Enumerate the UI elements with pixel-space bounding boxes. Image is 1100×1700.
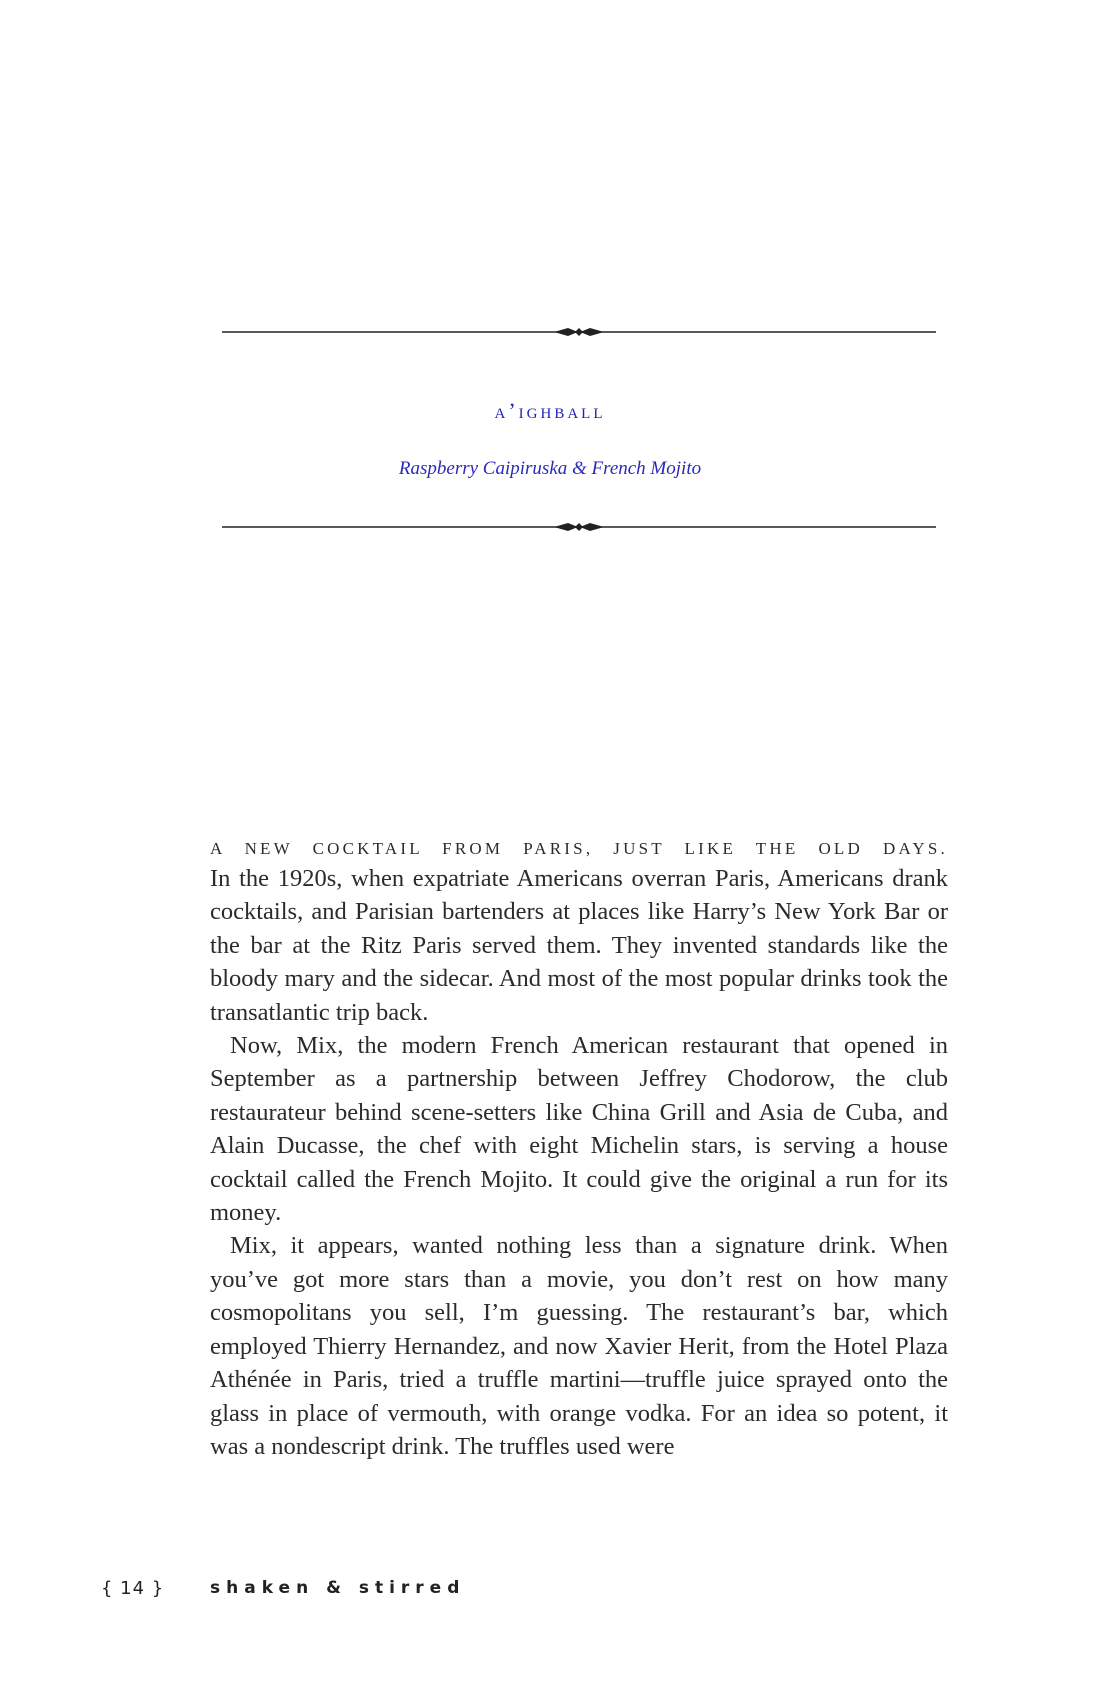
ornament-rule-bottom xyxy=(222,517,936,537)
paragraph: Mix, it appears, wanted nothing less than a signature drink. When you’ve got more stars than a movie, you don’t rest on how many cosmopolitans you sell, I’m guessing. The restaurant’s bar, which employed Thierry Hernandez, and now Xavier Herit, from the Hotel Plaza Athénée in Paris, tried a truffle martini—truffle juice sprayed onto the glass in place of vermouth, with orange vodka. For an idea so potent, it was a nondescript drink. The truffles used were xyxy=(210,1232,948,1460)
paragraph: Now, Mix, the modern French American restaurant that opened in September as a partnership between Jeffrey Chodorow, the club restaurateur behind scene-setters like China Grill and Asia de Cuba, and Alain Ducasse, the chef with eight Michelin stars, is serving a house cocktail called the French Mojito. It could give the original a run for its money. xyxy=(210,1032,948,1227)
chapter-title: a’ighball xyxy=(494,398,606,423)
ornament-rule-top xyxy=(222,322,936,342)
running-head: shaken & stirred xyxy=(210,1578,466,1598)
body-text xyxy=(210,836,948,1463)
flourish-divider-icon xyxy=(222,517,936,537)
page-number: { 14 } xyxy=(101,1578,165,1599)
flourish-divider-icon xyxy=(222,322,936,342)
chapter-subtitle: Raspberry Caipiruska & French Mojito xyxy=(398,458,702,479)
lead-in: A NEW COCKTAIL FROM PARIS, JUST LIKE THE OLD DAYS. xyxy=(210,839,948,858)
paragraph: In the 1920s, when expatriate Americans overran Paris, Americans drank cocktails, and Parisian bartenders at places like Harry’s New York Bar or the bar at the Ritz Paris served them. They invented standards like the bloody mary and the sidecar. And most of the most popular drinks took the transatlantic trip back. xyxy=(210,865,948,1026)
